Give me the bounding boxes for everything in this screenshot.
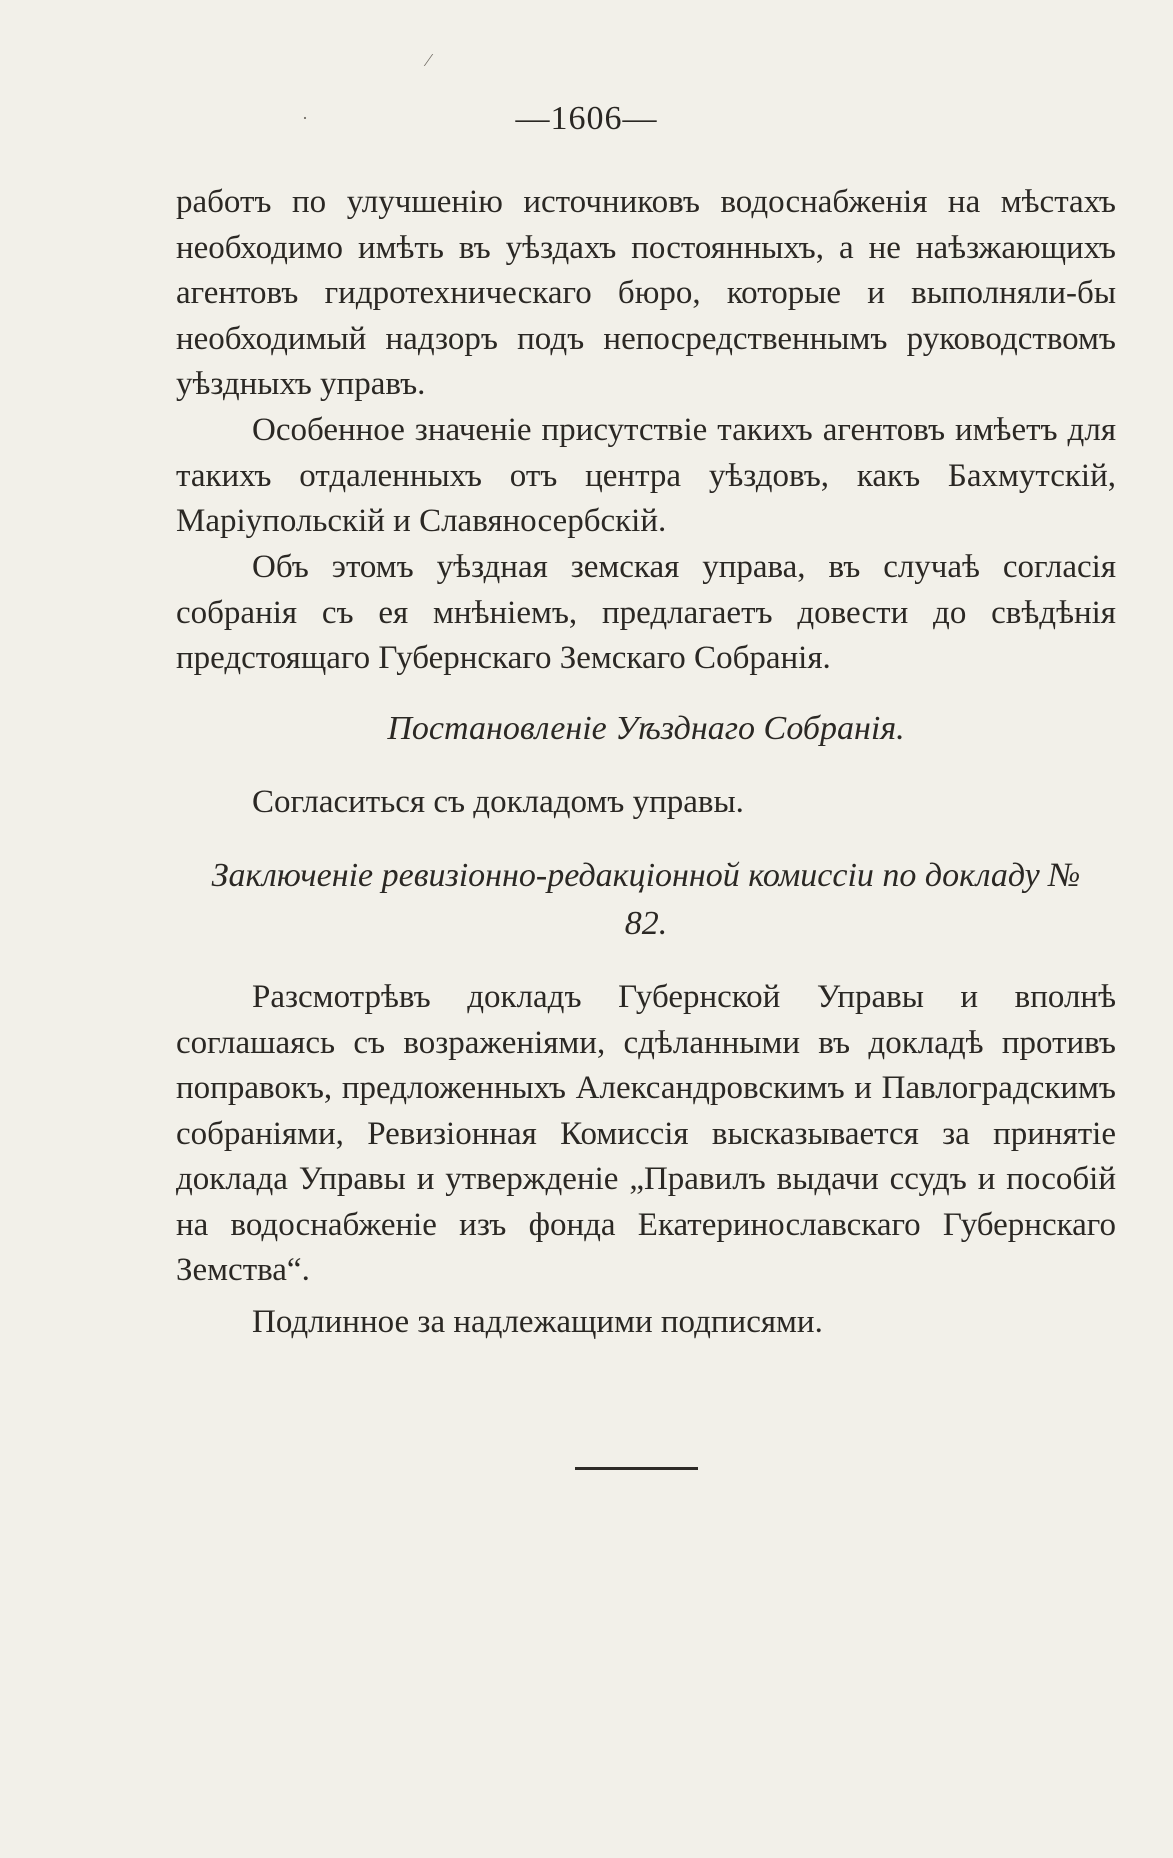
page-number: —1606— — [515, 100, 658, 137]
paragraph-2: Особенное значеніе присутствіе такихъ агентовъ имѣетъ для такихъ отдаленныхъ отъ центра уѣздовъ, какъ Бахмутскій, Маріупольскій и Славяносербскій. — [176, 412, 1116, 539]
paragraph-1: работъ по улучшенію источниковъ водоснабженія на мѣстахъ необходимо имѣть въ уѣздахъ постоянныхъ, а не наѣзжающихъ агентовъ гидротехническаго бюро, которые и выполняли-бы необходимый надзоръ подъ непосредственнымъ руководствомъ уѣздныхъ управъ. — [176, 184, 1116, 402]
resolution-text: Согласиться съ докладомъ управы. — [252, 784, 744, 820]
resolution-heading: Постановленіе Уѣзднаго Собранія. — [387, 710, 905, 747]
scan-dot: · — [302, 108, 308, 128]
conclusion-heading: Заключеніе ревизіонно-редакціонной комиссіи по докладу № 82. — [211, 857, 1081, 942]
end-rule — [575, 1467, 698, 1470]
scan-mark: ⁄ — [427, 50, 431, 70]
paragraph-4: Разсмотрѣвъ докладъ Губернской Управы и вполнѣ соглашаясь съ возраженіями, сдѣланными въ докладѣ противъ поправокъ, предложенныхъ Александровскимъ и Павлоградскимъ собраніями, Ревизіонная Комиссія высказывается за принятіе доклада Управы и утвержденіе „Правилъ выдачи ссудъ и пособій на водоснабженіе изъ фонда Екатеринославскаго Губернскаго Земства“. — [176, 979, 1116, 1288]
paragraph-3: Объ этомъ уѣздная земская управа, въ случаѣ согласія собранія съ ея мнѣніемъ, предлагаетъ довести до свѣдѣнія предстоящаго Губернскаго Земскаго Собранія. — [176, 549, 1116, 676]
paragraph-5: Подлинное за надлежащими подписями. — [252, 1304, 823, 1340]
